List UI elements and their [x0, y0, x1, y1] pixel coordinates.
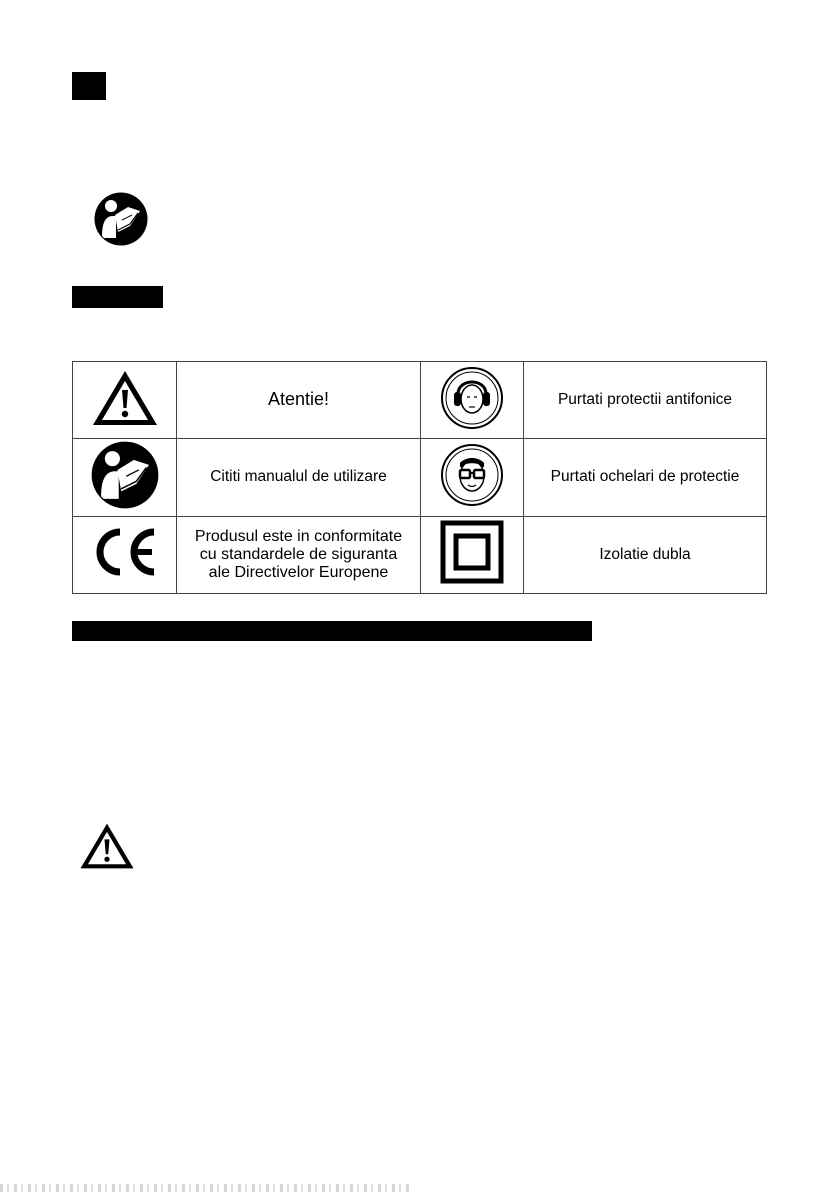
table-cell-icon [73, 362, 177, 439]
table-cell-label [177, 362, 421, 439]
read-manual-icon [94, 192, 148, 246]
table-cell-label [524, 362, 767, 439]
read-manual-icon [91, 441, 159, 509]
table-cell-icon [421, 516, 524, 593]
table-row [73, 362, 767, 439]
section-header-bar-1 [72, 72, 106, 100]
table-cell-icon [73, 439, 177, 516]
table-row [73, 439, 767, 516]
ce-mark-icon [90, 526, 160, 578]
label-ce-line-1: Produsul este in conformitate [194, 527, 403, 545]
label-ear-protection: Purtati protectii antifonice [557, 391, 733, 409]
warning-triangle-icon [78, 821, 136, 871]
table-cell-icon [421, 362, 524, 439]
table-cell-label [524, 439, 767, 516]
label-double-insulation: Izolatie dubla [599, 545, 691, 563]
label-ce-line-3: ale Directivelor Europene [208, 563, 389, 581]
ear-protection-icon [440, 366, 504, 430]
label-ce-line-2: cu standardele de siguranta [199, 545, 398, 563]
table-cell-icon [73, 516, 177, 593]
safety-glasses-icon [440, 443, 504, 507]
table-cell-label [177, 516, 421, 593]
safety-symbols-table [72, 361, 767, 594]
label-atentie: Atentie! [267, 389, 330, 410]
table-cell-icon [421, 439, 524, 516]
label-read-manual: Cititi manualul de utilizare [210, 468, 387, 486]
warning-triangle-icon [90, 368, 160, 428]
footer-scan-artifact [0, 1184, 410, 1192]
table-row [73, 516, 767, 593]
section-header-bar-2 [72, 286, 163, 308]
label-safety-glasses: Purtati ochelari de protectie [550, 468, 740, 486]
table-cell-label [177, 439, 421, 516]
double-insulation-icon [440, 520, 504, 584]
section-header-bar-3 [72, 621, 592, 641]
table-cell-label [524, 516, 767, 593]
